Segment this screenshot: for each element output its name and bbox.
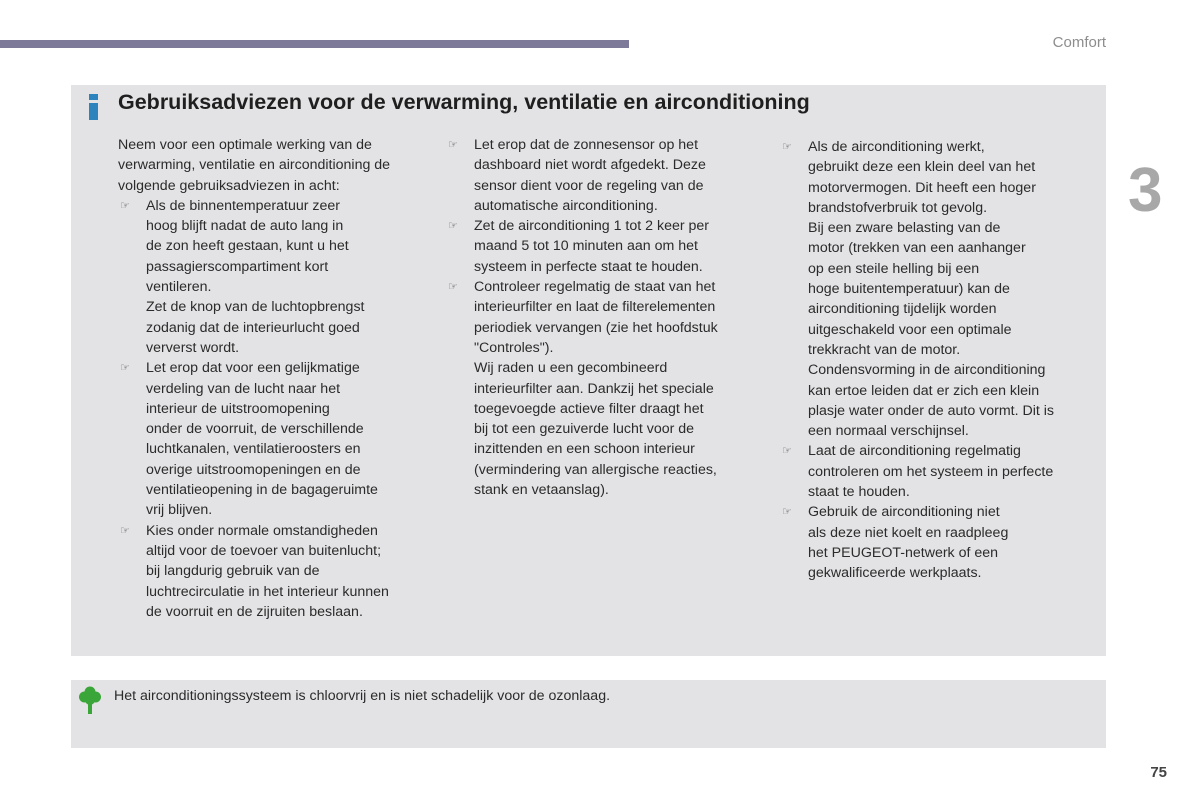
- list-item-text: Kies onder normale omstandigheden altijd voor de toevoer van buitenlucht; bij langdurig gebruik van de luchtrecirculatie in het interieur kunnen de voorruit en de zijruiten beslaan.: [146, 522, 389, 620]
- pointing-hand-icon: ☞: [448, 220, 458, 233]
- list-item-text: Controleer regelmatig de staat van het interieurfilter en laat de filterelementen periodiek vervangen (zie het hoofdstuk "Controles").: [474, 279, 718, 356]
- pointing-hand-icon: ☞: [782, 506, 792, 519]
- list-item-text: Als de airconditioning werkt, gebruikt deze een klein deel van het motorvermogen. Dit heeft een hoger brandstofverbruik tot gevolg.: [808, 139, 1036, 216]
- list-item: [118, 358, 434, 520]
- list-item: [780, 502, 1085, 583]
- list-item: [446, 277, 751, 500]
- list-item-text: Gebruik de airconditioning niet als deze niet koelt en raadpleeg het PEUGEOT-netwerk of een gekwalificeerde werkplaats.: [808, 504, 1009, 582]
- info-box: [71, 85, 1106, 656]
- list-item-text: Laat de airconditioning regelmatig controleren om het systeem in perfecte staat te houden.: [808, 443, 1054, 501]
- pointing-hand-icon: ☞: [782, 141, 792, 153]
- column-3: [780, 137, 1085, 584]
- list-item-text: Let erop dat de zonnesensor op het dashboard niet wordt afgedekt. Deze sensor dient voor de regeling van de automatische airconditioning.: [474, 137, 706, 214]
- pointing-hand-icon: ☞: [120, 362, 130, 375]
- tree-icon: [79, 686, 101, 714]
- section-label: Comfort: [1052, 34, 1106, 51]
- chapter-number: 3: [1128, 156, 1163, 225]
- list-item: [446, 135, 751, 216]
- intro-paragraph: Neem voor een optimale werking van de verwarming, ventilatie en airconditioning de volgende gebruiksadviezen in acht:: [118, 137, 391, 194]
- eco-note-text: Het airconditioningssysteem is chloorvrij en is niet schadelijk voor de ozonlaag.: [114, 688, 611, 704]
- pointing-hand-icon: ☞: [448, 281, 458, 294]
- list-item-text: Zet de airconditioning 1 tot 2 keer per maand 5 tot 10 minuten aan om het systeem in perfecte staat te houden.: [474, 218, 710, 275]
- pointing-hand-icon: ☞: [782, 445, 792, 458]
- list-item: [118, 521, 434, 622]
- list-item: [780, 441, 1085, 502]
- list-item-extra: Zet de knop van de luchtopbrengst zodanig dat de interieurlucht goed ververst wordt.: [146, 299, 365, 356]
- column-1: [118, 135, 434, 622]
- list-item-text: Als de binnentemperatuur zeer hoog blijft nadat de auto lang in de zon heeft gestaan, kunt u het passagierscompartiment kort ventileren.: [146, 197, 349, 296]
- pointing-hand-icon: ☞: [448, 139, 458, 151]
- list-item: [446, 216, 751, 277]
- eco-note: [71, 680, 1106, 748]
- list-item-extra: Bij een zware belasting van de motor (trekken van een aanhanger op een steile helling bij een hoge buitentemperatuur) kan de airconditioning tijdelijk worden uitgeschakeld voor een optimale trekkracht van de motor. Condensvorming in de airconditioning kan ertoe leiden dat er zich een klein plasje water onder de auto vormt. Dit is een normaal verschijnsel.: [808, 220, 1055, 440]
- column-2: [446, 135, 751, 500]
- list-item-extra: Wij raden u een gecombineerd interieurfilter aan. Dankzij het speciale toegevoegde actieve filter draagt het bij tot een gezuiverde lucht voor de inzittenden en een schoon interieur (vermindering van allergische reacties, stank en vetaanslag).: [474, 360, 717, 499]
- header-accent-bar: [0, 40, 629, 48]
- list-item: [118, 196, 434, 358]
- info-icon: [88, 94, 100, 120]
- list-item: [780, 137, 1085, 441]
- pointing-hand-icon: ☞: [120, 199, 130, 212]
- list-item-text: Let erop dat voor een gelijkmatige verdeling van de lucht naar het interieur de uitstroomopening onder de voorruit, de verschillende luchtkanalen, ventilatieroosters en overige uitstroomopeningen en de ventilatieopening in de bagageruimte vrij blijven.: [146, 360, 378, 519]
- pointing-hand-icon: ☞: [120, 524, 130, 537]
- page-number: 75: [1150, 764, 1167, 781]
- info-box-title: Gebruiksadviezen voor de verwarming, ventilatie en airconditioning: [118, 90, 810, 114]
